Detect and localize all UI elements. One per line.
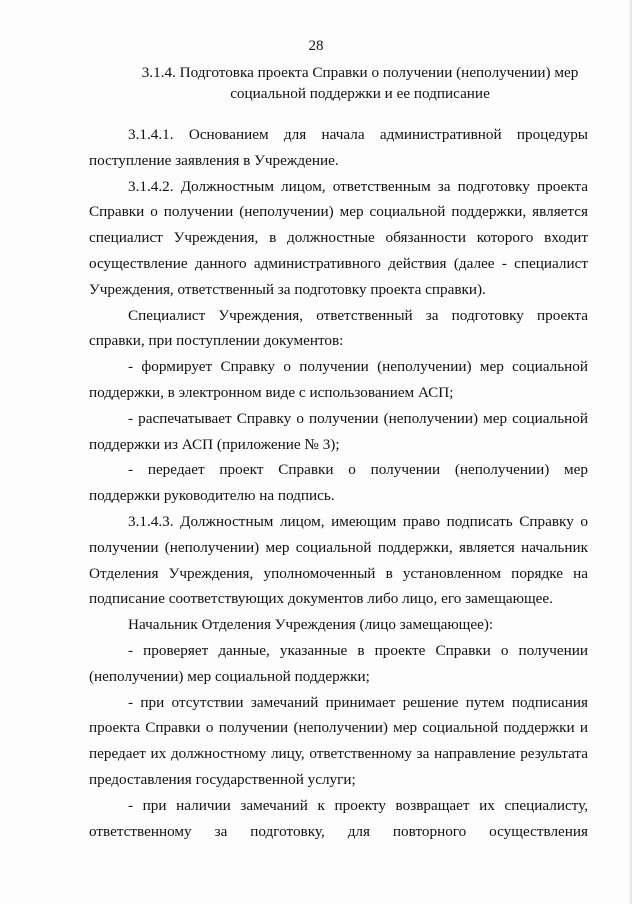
text-line: передает их должностному лицу, ответственному за направление результата bbox=[89, 745, 588, 763]
text-line: проекта Справки о получении (неполучении) мер социальной поддержки и bbox=[89, 719, 588, 737]
section-heading-line-1: 3.1.4. Подготовка проекта Справки о получении (неполучении) мер bbox=[141, 64, 579, 81]
text-line: Учреждения, ответственный за подготовку проекта справки). bbox=[89, 280, 486, 298]
text-line: - формирует Справку о получении (неполучении) мер социальной bbox=[128, 358, 588, 376]
text-line: - при отсутствии замечаний принимает решение путем подписания bbox=[128, 693, 588, 711]
text-line: специалист Учреждения, в должностные обязанности которого входит bbox=[89, 229, 588, 247]
text-line: Начальник Отделения Учреждения (лицо замещающее): bbox=[128, 616, 494, 634]
text-line: - распечатывает Справку о получении (неполучении) мер социальной bbox=[128, 409, 588, 427]
body-text bbox=[89, 122, 588, 844]
text-line: - проверяет данные, указанные в проекте Справки о получении bbox=[128, 641, 588, 659]
text-line: 3.1.4.3. Должностным лицом, имеющим право подписать Справку о bbox=[128, 512, 588, 530]
text-line: осуществление данного административного действия (далее - специалист bbox=[89, 254, 588, 272]
text-line: Отделения Учреждения, уполномоченный в установленном порядке на bbox=[89, 564, 588, 582]
text-line: справки, при поступлении документов: bbox=[89, 332, 344, 350]
text-line: Справки о получении (неполучении) мер социальной поддержки, является bbox=[89, 203, 588, 221]
text-line: поддержки, в электронном виде с использованием АСП; bbox=[89, 383, 454, 401]
text-line: подписание соответствующих документов либо лицо, его замещающее. bbox=[89, 590, 553, 608]
text-line: 3.1.4.2. Должностным лицом, ответственным за подготовку проекта bbox=[128, 177, 588, 195]
text-line: поддержки руководителю на подпись. bbox=[89, 487, 335, 505]
section-heading-line-2: социальной поддержки и ее подписание bbox=[230, 85, 490, 102]
text-line: (неполучении) мер социальной поддержки; bbox=[89, 667, 370, 685]
text-line: 3.1.4.1. Основанием для начала административной процедуры bbox=[128, 126, 588, 143]
section-heading bbox=[90, 62, 630, 104]
text-line: предоставления государственной услуги; bbox=[89, 770, 356, 788]
text-line: - при наличии замечаний к проекту возвращает их специалисту, bbox=[128, 796, 588, 814]
text-line: поступление заявления в Учреждение. bbox=[89, 151, 339, 169]
text-line: получении (неполучении) мер социальной поддержки, является начальник bbox=[89, 538, 588, 556]
text-line: поддержки из АСП (приложение № 3); bbox=[89, 435, 340, 453]
text-line: Специалист Учреждения, ответственный за подготовку проекта bbox=[128, 306, 588, 324]
page-number: 28 bbox=[308, 38, 324, 54]
text-line: ответственному за подготовку, для повторного осуществления bbox=[89, 822, 588, 840]
text-line: - передает проект Справки о получении (неполучении) мер bbox=[128, 461, 588, 479]
